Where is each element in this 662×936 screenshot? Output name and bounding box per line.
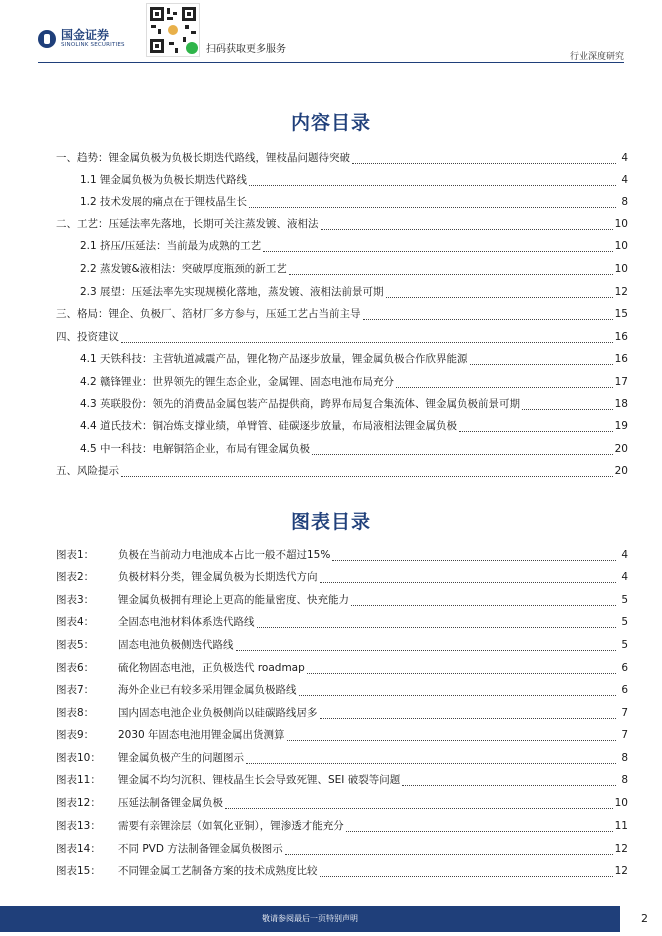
- figure-title: 硫化物固态电池，正负极迭代 roadmap: [118, 662, 305, 674]
- toc-item[interactable]: [80, 396, 628, 412]
- figure-page: 5: [621, 594, 628, 606]
- figure-page: 4: [621, 571, 628, 583]
- figure-number: 图表2：: [56, 571, 95, 583]
- toc-leader: [321, 217, 613, 230]
- toc-item-page: 10: [614, 240, 628, 252]
- toc-leader: [236, 638, 617, 651]
- figure-number: 图表11：: [56, 774, 101, 786]
- toc-item-label: 2.3 展望：压延法率先实现规模化落地，蒸发镀、液相法前景可期: [80, 286, 384, 298]
- figure-number: 图表12：: [56, 797, 101, 809]
- figure-number: 图表4：: [56, 616, 95, 628]
- figure-page: 4: [621, 549, 628, 561]
- figure-item[interactable]: [56, 592, 628, 608]
- toc-leader: [332, 548, 616, 561]
- toc-item-page: 4: [621, 152, 628, 164]
- figure-page: 11: [614, 820, 628, 832]
- toc-leader: [320, 570, 617, 583]
- toc-title: 内容目录: [290, 112, 371, 134]
- toc-item[interactable]: [56, 306, 628, 322]
- figure-title: 固态电池负极侧迭代路线: [118, 639, 234, 651]
- company-logo: [38, 24, 125, 54]
- toc-leader: [249, 173, 616, 186]
- toc-leader: [225, 796, 613, 809]
- figure-number: 图表15：: [56, 865, 101, 877]
- figure-number: 图表10：: [56, 752, 101, 764]
- toc-item[interactable]: [56, 216, 628, 232]
- figures-title: 图表目录: [290, 511, 371, 533]
- toc-item-label: 四、投资建议: [56, 331, 119, 343]
- figure-page: 12: [614, 865, 628, 877]
- toc-leader: [363, 307, 613, 320]
- toc-leader: [299, 683, 617, 696]
- toc-leader: [352, 151, 616, 164]
- toc-item[interactable]: [80, 284, 628, 300]
- toc-item-page: 16: [614, 331, 628, 343]
- wechat-icon: [186, 42, 198, 54]
- toc-item-label: 2.1 挤压/压延法：当前最为成熟的工艺: [80, 240, 262, 252]
- figure-page: 8: [621, 752, 628, 764]
- toc-leader: [307, 661, 616, 674]
- figure-item[interactable]: [56, 795, 628, 811]
- toc-leader: [257, 615, 617, 628]
- figure-number: 图表14：: [56, 843, 101, 855]
- toc-item-label: 1.1 锂金属负极为负极长期迭代路线: [80, 174, 248, 186]
- page-number: 2: [641, 912, 648, 925]
- toc-item-label: 1.2 技术发展的痛点在于锂枝晶生长: [80, 196, 248, 208]
- figure-item[interactable]: [56, 660, 628, 676]
- toc-item-page: 10: [614, 218, 628, 230]
- toc-item[interactable]: [80, 238, 628, 254]
- toc-item-page: 4: [621, 174, 628, 186]
- toc-item[interactable]: [56, 463, 628, 479]
- toc-item-label: 4.2 赣锋锂业：世界领先的锂生态企业，金属锂、固态电池布局充分: [80, 376, 395, 388]
- toc-leader: [396, 375, 613, 388]
- figure-item[interactable]: [56, 614, 628, 630]
- figure-item[interactable]: [56, 705, 628, 721]
- figure-item[interactable]: [56, 750, 628, 766]
- figure-title: 海外企业已有较多采用锂金属负极路线: [118, 684, 297, 696]
- toc-item-label: 4.4 道氏技术：铜冶炼支撑业绩，单臂管、硅碳逐步放量，布局液相法锂金属负极: [80, 420, 458, 432]
- figure-title: 锂金属不均匀沉积、锂枝晶生长会导致死锂、SEI 破裂等问题: [118, 774, 401, 786]
- figure-title: 负极材料分类，锂金属负极为长期迭代方向: [118, 571, 318, 583]
- figure-title: 不同锂金属工艺制备方案的技术成熟度比较: [118, 865, 318, 877]
- toc-item[interactable]: [56, 329, 628, 345]
- toc-item-page: 17: [614, 376, 628, 388]
- toc-leader: [522, 397, 613, 410]
- report-type-label: 行业深度研究: [569, 52, 624, 62]
- figure-number: 图表9：: [56, 729, 95, 741]
- figure-title: 需要有亲锂涂层（如氧化亚铜），锂渗透才能充分: [118, 820, 344, 832]
- toc-leader: [121, 464, 613, 477]
- toc-item-label: 4.3 英联股份：领先的消费品金属包装产品提供商，跨界布局复合集流体、锂金属负极前景可期: [80, 398, 521, 410]
- toc-item[interactable]: [80, 441, 628, 457]
- scan-prompt: 扫码获取更多服务: [206, 44, 286, 55]
- toc-item[interactable]: [80, 418, 628, 434]
- toc-item-page: 18: [614, 398, 628, 410]
- figure-title: 锂金属负极产生的问题图示: [118, 752, 244, 764]
- toc-item-label: 五、风险提示: [56, 465, 119, 477]
- logo-name-en: SINOLINK SECURITIES: [61, 42, 125, 48]
- toc-leader: [386, 285, 613, 298]
- figure-item[interactable]: [56, 841, 628, 857]
- figure-page: 5: [621, 616, 628, 628]
- toc-item-page: 20: [614, 465, 628, 477]
- figure-number: 图表13：: [56, 820, 101, 832]
- toc-item-page: 20: [614, 443, 628, 455]
- figure-item[interactable]: [56, 772, 628, 788]
- toc-leader: [470, 352, 613, 365]
- figure-page: 6: [621, 662, 628, 674]
- figure-number: 图表1：: [56, 549, 95, 561]
- figure-item[interactable]: [56, 727, 628, 743]
- figure-item[interactable]: [56, 637, 628, 653]
- toc-item[interactable]: [56, 150, 628, 166]
- figure-item[interactable]: [56, 682, 628, 698]
- toc-item-label: 一、趋势：锂金属负极为负极长期迭代路线，锂枝晶问题待突破: [56, 152, 350, 164]
- toc-item-label: 三、格局：锂企、负极厂、箔材厂多方参与，压延工艺占当前主导: [56, 308, 361, 320]
- toc-item-label: 2.2 蒸发镀&液相法：突破厚度瓶颈的新工艺: [80, 263, 287, 275]
- page-footer: [0, 906, 662, 936]
- toc-leader: [312, 442, 613, 455]
- page-header: [0, 0, 662, 62]
- toc-leader: [459, 419, 613, 432]
- toc-item-page: 8: [621, 196, 628, 208]
- toc-item-page: 15: [614, 308, 628, 320]
- figure-title: 全固态电池材料体系迭代路线: [118, 616, 255, 628]
- figure-number: 图表6：: [56, 662, 95, 674]
- toc-item[interactable]: [80, 261, 628, 277]
- figure-page: 8: [621, 774, 628, 786]
- figure-number: 图表3：: [56, 594, 95, 606]
- figure-item[interactable]: [56, 569, 628, 585]
- toc-item-label: 二、工艺：压延法率先落地，长期可关注蒸发镀、液相法: [56, 218, 319, 230]
- figure-item[interactable]: [56, 863, 628, 879]
- toc-item-label: 4.5 中一科技：电解铜箔企业，布局有锂金属负极: [80, 443, 311, 455]
- toc-leader: [289, 262, 613, 275]
- toc-leader: [263, 239, 613, 252]
- figure-page: 12: [614, 843, 628, 855]
- header-divider: [38, 62, 624, 63]
- toc-item-page: 12: [614, 286, 628, 298]
- toc-leader: [249, 195, 616, 208]
- toc-item-page: 19: [614, 420, 628, 432]
- toc-leader: [121, 330, 613, 343]
- qr-logo-icon: [166, 23, 180, 37]
- toc-leader: [246, 751, 616, 764]
- figure-title: 负极在当前动力电池成本占比一般不超过15%: [118, 549, 331, 561]
- toc-leader: [402, 773, 616, 786]
- toc-item[interactable]: [80, 351, 628, 367]
- toc-leader: [320, 864, 613, 877]
- figure-item[interactable]: [56, 547, 628, 563]
- figure-title: 国内固态电池企业负极侧尚以硅碳路线居多: [118, 707, 318, 719]
- toc-item[interactable]: [80, 194, 628, 210]
- figure-title: 2030 年固态电池用锂金属出货测算: [118, 729, 285, 741]
- figure-page: 6: [621, 684, 628, 696]
- toc-item-page: 16: [614, 353, 628, 365]
- figure-title: 锂金属负极拥有理论上更高的能量密度、快充能力: [118, 594, 349, 606]
- figure-page: 7: [621, 707, 628, 719]
- figure-number: 图表5：: [56, 639, 95, 651]
- figure-number: 图表7：: [56, 684, 95, 696]
- toc-leader: [346, 819, 613, 832]
- logo-icon: [38, 30, 56, 48]
- figure-title: 压延法制备锂金属负极: [118, 797, 223, 809]
- toc-item-page: 10: [614, 263, 628, 275]
- footer-disclaimer: 敬请参阅最后一页特别声明: [262, 914, 358, 923]
- figure-title: 不同 PVD 方法制备锂金属负极图示: [118, 843, 283, 855]
- logo-name-cn: 国金证券: [61, 28, 110, 42]
- figure-page: 10: [614, 797, 628, 809]
- toc-item-label: 4.1 天铁科技：主营轨道减震产品，锂化物产品逐步放量，锂金属负极合作欣界能源: [80, 353, 468, 365]
- toc-leader: [287, 728, 616, 741]
- toc-item[interactable]: [80, 172, 628, 188]
- toc-item[interactable]: [80, 374, 628, 390]
- figure-item[interactable]: [56, 818, 628, 834]
- figure-page: 5: [621, 639, 628, 651]
- figure-number: 图表8：: [56, 707, 95, 719]
- toc-leader: [320, 706, 617, 719]
- toc-leader: [285, 842, 613, 855]
- figure-page: 7: [621, 729, 628, 741]
- toc-leader: [351, 593, 616, 606]
